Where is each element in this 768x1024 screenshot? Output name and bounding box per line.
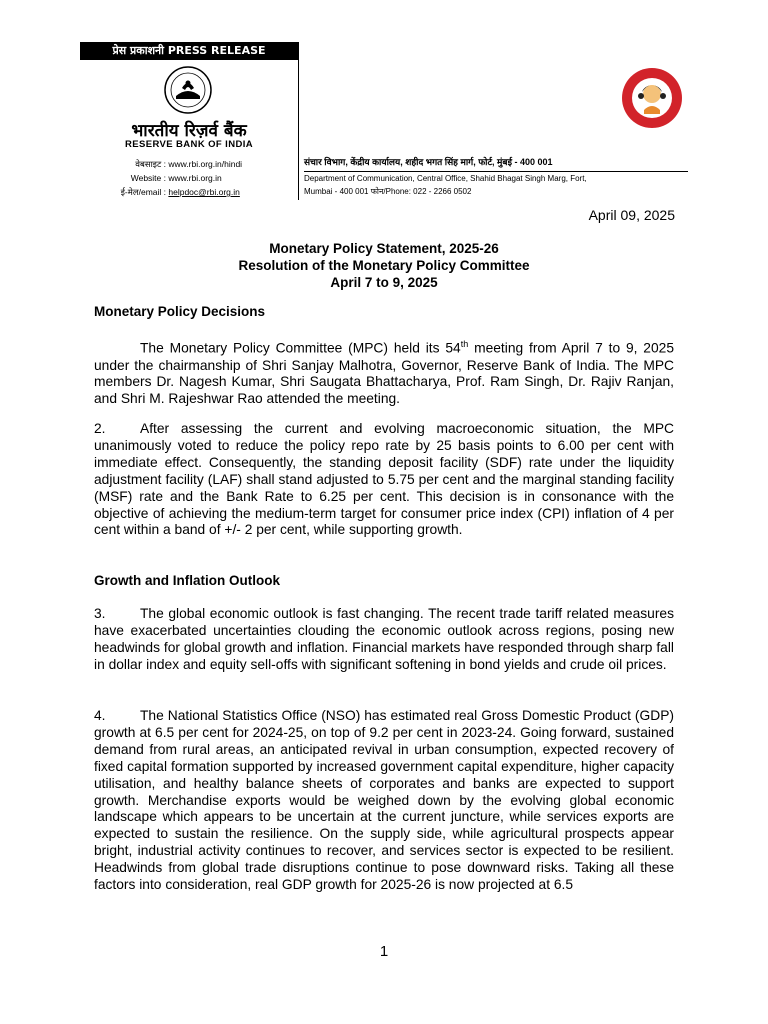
paragraph-1: [94, 336, 674, 408]
paragraph-1-superscript: th: [460, 339, 469, 349]
paragraph-4-number: 4.: [94, 708, 106, 723]
website-label: Website :: [130, 173, 166, 183]
department-address: [304, 156, 688, 199]
website-link[interactable]: www.rbi.org.in: [168, 173, 222, 183]
heading-monetary-policy-decisions: Monetary Policy Decisions: [94, 304, 266, 319]
page-number: 1: [379, 943, 389, 960]
paragraph-3-text: The global economic outlook is fast changing. The recent trade tariff related measures have exacerbated uncertainties clouding the economic outlook across regions, posing new headwinds for global growth and inflation. Financial markets have responded through sharp fall in dollar index and equity sell-offs with significant softening in bond yields and crude oil prices.: [94, 606, 674, 672]
heading-growth-inflation-outlook: Growth and Inflation Outlook: [94, 573, 280, 588]
header-block: [80, 42, 299, 200]
paragraph-2: [94, 421, 674, 539]
website-hindi-label: वेबसाइट :: [135, 159, 166, 169]
department-hindi: संचार विभाग, केंद्रीय कार्यालय, शहीद भगत सिंह मार्ग, फोर्ट, मुंबई - 400 001: [304, 157, 553, 167]
website-hindi-link[interactable]: www.rbi.org.in/hindi: [168, 159, 243, 169]
press-release-banner: प्रेस प्रकाशनी PRESS RELEASE: [80, 42, 298, 60]
paragraph-2-text: After assessing the current and evolving macroeconomic situation, the MPC unanimously voted to reduce the policy repo rate by 25 basis points to 6.00 per cent with immediate effect. Consequently, the standing deposit facility (SDF) rate under the liquidity adjustment facility (LAF) shall stand adjusted to 5.75 per cent and the marginal standing facility (MSF) rate and the Bank Rate to 6.25 per cent. This decision is in consonance with the objective of achieving the medium-term target for consumer price index (CPI) inflation of 4 per cent within a band of +/- 2 per cent, while supporting growth.: [94, 421, 674, 538]
document-date: April 09, 2025: [588, 207, 675, 223]
paragraph-4: [94, 708, 674, 894]
bank-name-english: RESERVE BANK OF INDIA: [124, 139, 254, 150]
paragraph-4-text: The National Statistics Office (NSO) has estimated real Gross Domestic Product (GDP) growth at 6.5 per cent for 2024-25, on top of 9.2 per cent in 2023-24. Going forward, sustained demand from rural areas, an anticipated revival in urban consumption, expected recovery of fixed capital formation supported by increased government capital expenditure, higher capacity utilisation, and healthy balance sheets of corporates and banks are expected to support growth. Merchandise exports would be weighed down by the evolving global economic landscape which appears to be uncertain at the current juncture, while services exports are expected to sustain the resilience. On the supply side, while agricultural prospects appear bright, industrial activity continues to recover, and services sector is expected to be resilient. Headwinds from global trade disruptions continue to pose downward risks. Taking all these factors into consideration, real GDP growth for 2025-26 is now projected at 6.5: [94, 708, 674, 893]
paragraph-3-number: 3.: [94, 606, 106, 621]
title-line-1: Monetary Policy Statement, 2025-26: [269, 241, 499, 256]
bank-name-hindi: भारतीय रिज़र्व बैंक: [131, 121, 247, 141]
paragraph-2-number: 2.: [94, 421, 106, 436]
paragraph-3: [94, 606, 674, 674]
email-label: ई-मेल/email :: [120, 187, 166, 197]
rbi-emblem-icon: [164, 66, 212, 114]
paragraph-1-text-b: meeting from April 7 to 9, 2025 under the chairmanship of Shri Sanjay Malhotra, Governor, Reserve Bank of India. The MPC members Dr. Nagesh Kumar, Shri Saugata Bhattacharya, Prof. Ram Singh, Dr. Rajiv Ranjan, and Shri M. Rajeshwar Rao attended the meeting.: [94, 340, 675, 407]
department-english-line2: Mumbai - 400 001 फोन/Phone: 022 - 2266 0502: [304, 187, 472, 196]
title-line-3: April 7 to 9, 2025: [330, 275, 438, 290]
paragraph-1-text-a: The Monetary Policy Committee (MPC) held its 54: [140, 340, 461, 356]
document-titles: [94, 240, 674, 291]
contact-info: [106, 157, 242, 199]
email-link[interactable]: helpdoc@rbi.org.in: [168, 187, 240, 197]
title-line-2: Resolution of the Monetary Policy Committee: [238, 258, 530, 273]
beti-bachao-logo-icon: [620, 66, 684, 130]
department-english-line1: Department of Communication, Central Office, Shahid Bhagat Singh Marg, Fort,: [304, 173, 587, 183]
